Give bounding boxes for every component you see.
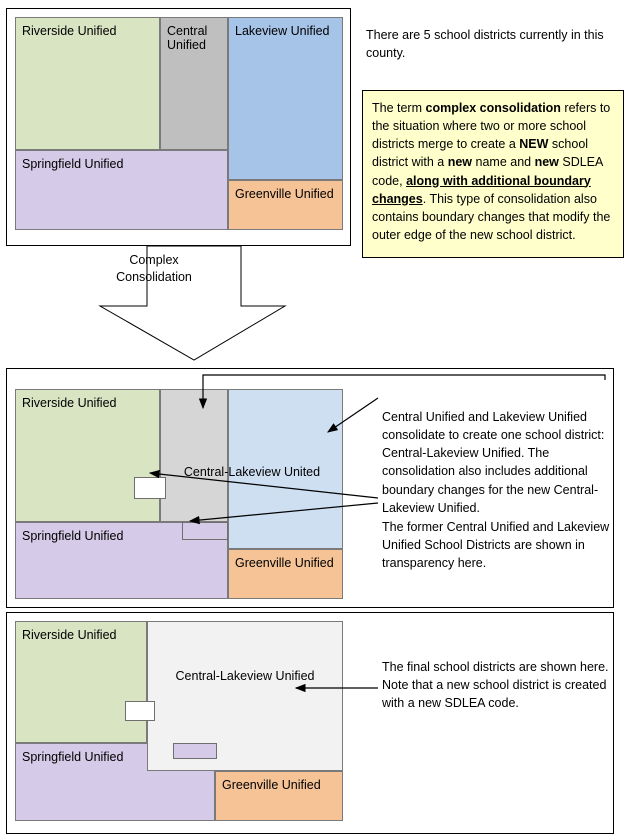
map-panel-after — [6, 612, 614, 834]
district-label: Springfield Unified — [22, 750, 124, 764]
arrow-label-line-1: Complex — [129, 253, 179, 267]
map-during — [15, 389, 363, 599]
district-label: Riverside Unified — [22, 628, 117, 642]
district-springfield-unified — [15, 150, 228, 230]
note-part-2: refers to the situation where two or more school districts merge to create a — [372, 101, 611, 152]
district-riverside-unified-during — [15, 389, 160, 522]
district-label-central-lakeview-unified: Central-Lakeview Unified — [175, 669, 315, 683]
definition-note-box — [362, 90, 624, 258]
note-part-6: . This type of consolidation also contains boundary changes that modify the outer edge of the new school district. — [372, 191, 611, 242]
district-greenville-unified-during — [228, 549, 343, 599]
district-label-central-lakeview-united: Central-Lakeview United — [183, 465, 321, 479]
district-greenville-unified-after — [215, 771, 343, 821]
note-part-1: The term — [372, 101, 426, 115]
note-part-5: SDLEA code, — [372, 155, 603, 188]
district-label: Greenville Unified — [235, 187, 334, 201]
note-part-4: name and — [472, 155, 535, 170]
district-label: Riverside Unified — [22, 24, 117, 38]
map-after — [15, 621, 363, 821]
note-bold-new-code: new — [534, 155, 559, 170]
district-label: Springfield Unified — [22, 529, 124, 543]
intro-text: There are 5 school districts currently in this county. — [366, 28, 604, 61]
arrow-label-line-2: Consolidation — [116, 269, 192, 284]
district-label: Lakeview Unified — [235, 24, 330, 38]
boundary-change-notch-south — [182, 522, 228, 540]
district-central-unified — [160, 17, 228, 150]
boundary-notch-west-after — [125, 701, 155, 721]
during-description-text: Central Unified and Lakeview Unified consolidate to create one school district: Central-Lakeview Unified. The consolidation also includes additional boundary changes for the new Central-Lakeview Unified. — [382, 410, 605, 515]
district-central-unified-transparent — [160, 389, 228, 522]
during-transparency-note-text: The former Central Unified and Lakeview Unified School Districts are shown in transparency here. — [382, 520, 610, 571]
district-label: Greenville Unified — [235, 556, 334, 570]
arrow-label — [100, 252, 208, 286]
district-label: Riverside Unified — [22, 396, 117, 410]
after-description-text: The final school districts are shown here. Note that a new school district is created with a new SDLEA code. — [382, 660, 609, 711]
boundary-notch-south-after — [173, 743, 217, 759]
note-part-3: school district with a — [372, 137, 589, 170]
boundary-change-notch-west — [134, 477, 166, 499]
district-riverside-unified — [15, 17, 160, 150]
district-lakeview-unified — [228, 17, 343, 180]
note-bold-new: NEW — [519, 137, 549, 152]
map-panel-before — [6, 8, 351, 246]
district-riverside-unified-after — [15, 621, 147, 743]
note-bold-complex-consolidation: complex consolidation — [425, 101, 561, 115]
district-label: Springfield Unified — [22, 157, 124, 171]
district-label: Greenville Unified — [222, 778, 321, 792]
note-underline-boundary-changes: along with additional boundary changes — [372, 173, 591, 206]
note-bold-new-name: new — [447, 155, 473, 170]
district-greenville-unified — [228, 180, 343, 230]
district-label: Central Unified — [167, 24, 208, 53]
